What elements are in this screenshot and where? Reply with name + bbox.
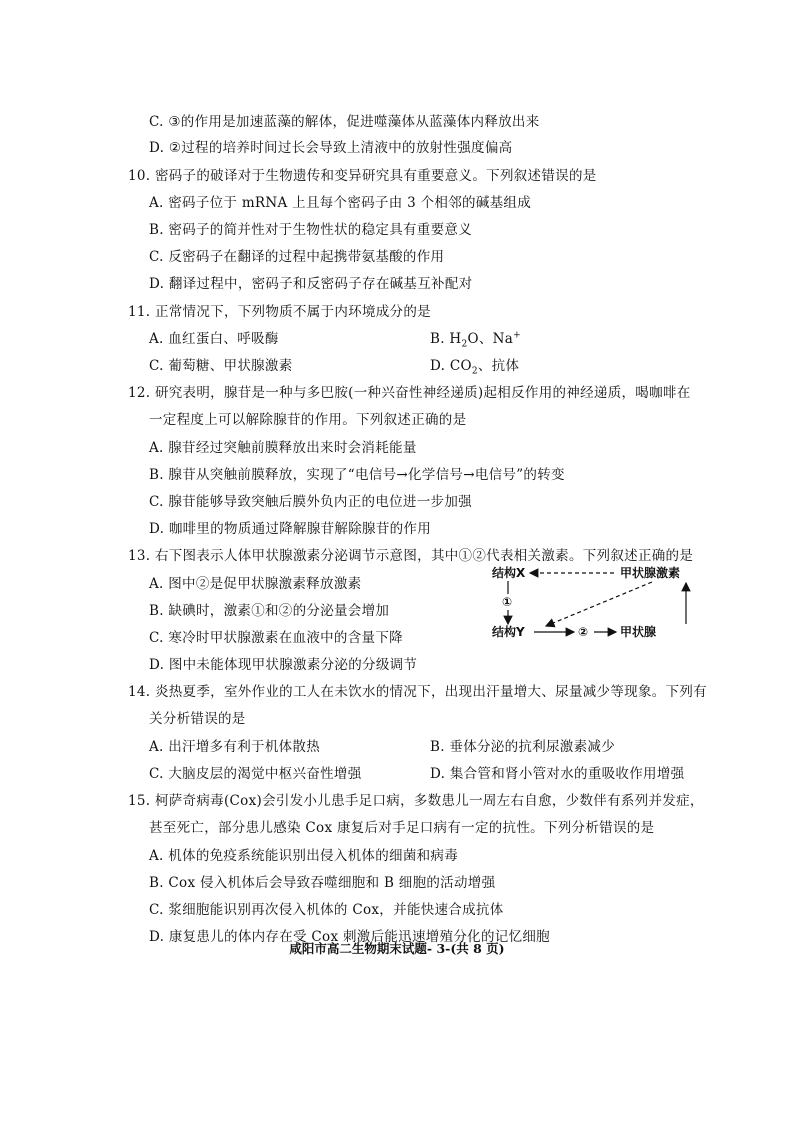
question-15-stem-line-1: 15. 柯萨奇病毒(Cox)会引发小儿患手足口病，多数患儿一周左右自愈，少数伴有系列并发症， [128, 793, 704, 809]
question-13-option-d: D. 图中未能体现甲状腺激素分泌的分级调节 [149, 657, 418, 673]
question-10-option-a: A. 密码子位于 mRNA 上且每个密码子由 3 个相邻的碱基组成 [149, 195, 532, 211]
question-10-option-d: D. 翻译过程中，密码子和反密码子存在碱基互补配对 [149, 276, 473, 292]
question-10-stem: 10. 密码子的破译对于生物遗传和变异研究具有重要意义。下列叙述错误的是 [128, 168, 597, 184]
question-15-option-c: C. 浆细胞能识别再次侵入机体的 Cox，并能快速合成抗体 [149, 902, 504, 918]
question-14-stem-line-2: 关分析错误的是 [149, 711, 246, 727]
question-11-option-a: A. 血红蛋白、呼吸酶 [149, 331, 279, 347]
question-15-stem-line-2: 甚至死亡，部分患儿感染 Cox 康复后对手足口病有一定的抗性。下列分析错误的是 [149, 820, 655, 836]
question-15-option-b: B. Cox 侵入机体后会导致吞噬细胞和 B 细胞的活动增强 [149, 875, 496, 891]
structure-y-label: 结构Y [492, 625, 525, 639]
question-11-option-b: B. $H_2O$、Na+ [430, 330, 521, 350]
question-14-option-c: C. 大脑皮层的渴觉中枢兴奋性增强 [149, 766, 362, 782]
question-13-stem: 13. 右下图表示人体甲状腺激素分泌调节示意图，其中①②代表相关激素。下列叙述正确的是 [128, 548, 694, 564]
page-footer: 咸阳市高二生物期末试题- 3-(共 8 页) [289, 941, 505, 956]
question-12-stem-line-1: 12. 研究表明，腺苷是一种与多巴胺(一种兴奋性神经递质)起相反作用的神经递质，喝咖啡在 [128, 385, 691, 401]
question-12-stem-line-2: 一定程度上可以解除腺苷的作用。下列叙述正确的是 [149, 412, 467, 428]
question-11-option-c: C. 葡萄糖、甲状腺激素 [149, 358, 293, 374]
question-13-option-a: A. 图中②是促甲状腺激素释放激素 [149, 576, 362, 592]
question-15-option-d: D. 康复患儿的体内存在受 Cox 刺激后能迅速增殖分化的记忆细胞 [149, 929, 550, 945]
prev-question-option-c: C. ③的作用是加速蓝藻的解体，促进噬藻体从蓝藻体内释放出来 [149, 114, 540, 130]
question-12-option-a: A. 腺苷经过突触前膜释放出来时会消耗能量 [149, 440, 417, 456]
question-15-option-a: A. 机体的免疫系统能识别出侵入机体的细菌和病毒 [149, 848, 459, 864]
structure-x-label: 结构X [492, 566, 526, 580]
hormone-2-label: ② [578, 625, 589, 639]
question-14-stem-line-1: 14. 炎热夏季，室外作业的工人在未饮水的情况下，出现出汗量增大、尿量减少等现象。下列有 [128, 684, 707, 700]
thyroid-label: 甲状腺 [620, 625, 657, 639]
question-13-option-c: C. 寒冷时甲状腺激素在血液中的含量下降 [149, 630, 403, 646]
thyroid-regulation-diagram [486, 564, 726, 654]
question-12-option-d: D. 咖啡里的物质通过降解腺苷解除腺苷的作用 [149, 521, 432, 537]
question-12-option-b: B. 腺苷从突触前膜释放，实现了“电信号→化学信号→电信号”的转变 [149, 467, 565, 483]
question-13-option-b: B. 缺碘时，激素①和②的分泌量会增加 [149, 603, 390, 619]
question-10-option-b: B. 密码子的简并性对于生物性状的稳定具有重要意义 [149, 222, 473, 238]
feedback-arrow-to-y [546, 582, 652, 626]
question-14-option-d: D. 集合管和肾小管对水的重吸收作用增强 [430, 766, 685, 782]
hormone-1-label: ① [502, 595, 513, 609]
question-10-option-c: C. 反密码子在翻译的过程中起携带氨基酸的作用 [149, 249, 445, 265]
question-12-option-c: C. 腺苷能够导致突触后膜外负内正的电位进一步加强 [149, 494, 472, 510]
question-14-option-a: A. 出汗增多有利于机体散热 [149, 739, 321, 755]
thyroid-hormone-label: 甲状腺激素 [620, 566, 681, 580]
question-11-option-d: D. $CO_2$、抗体 [430, 358, 520, 377]
prev-question-option-d: D. ②过程的培养时间过长会导致上清液中的放射性强度偏高 [149, 140, 513, 156]
question-11-stem: 11. 正常情况下，下列物质不属于内环境成分的是 [128, 304, 431, 320]
question-14-option-b: B. 垂体分泌的抗利尿激素减少 [430, 739, 616, 755]
